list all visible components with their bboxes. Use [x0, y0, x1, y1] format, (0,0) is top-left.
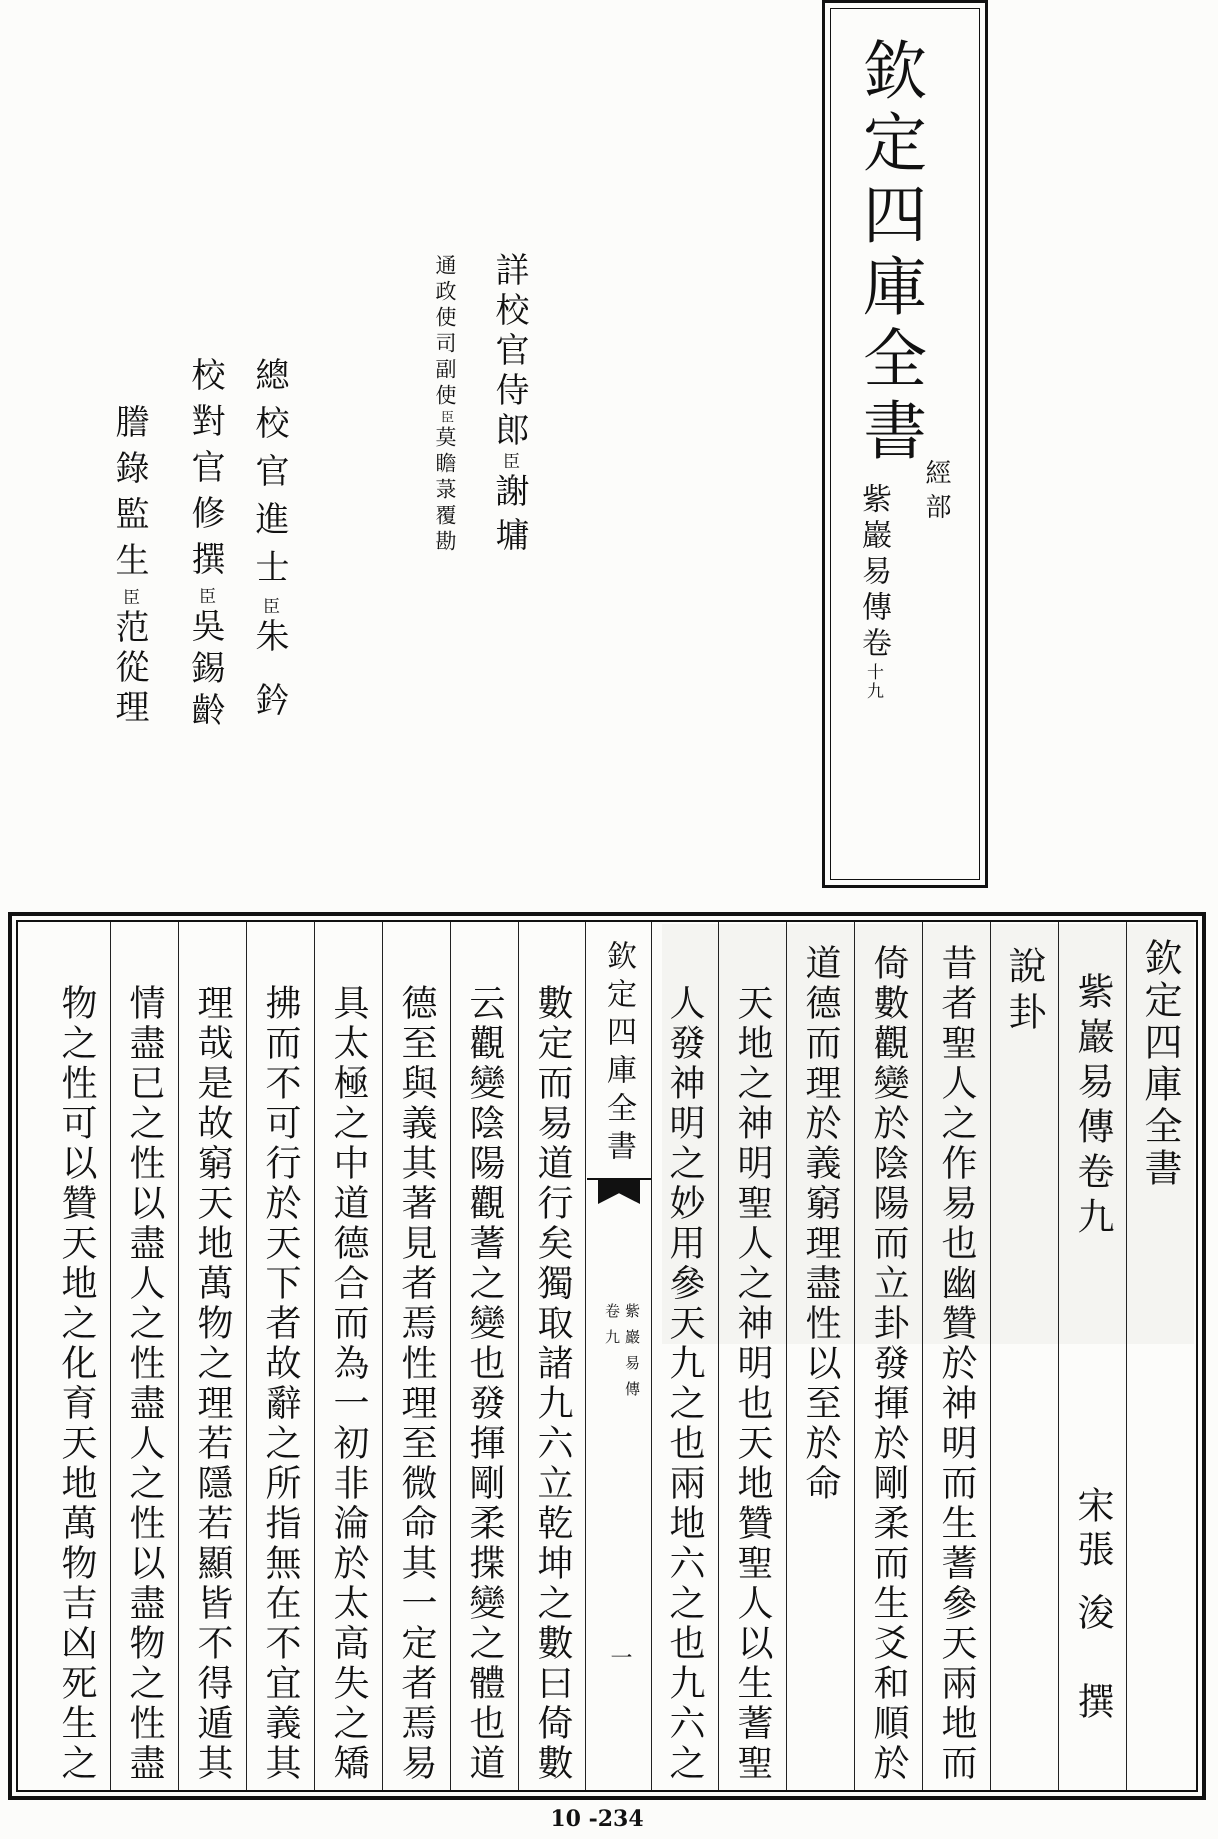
cover-title-plate: [822, 0, 988, 888]
credit-name: 吳錫齡: [185, 608, 225, 734]
column-rule: [990, 922, 991, 1790]
credit-chen: 臣: [499, 452, 519, 473]
credit-name: 范從理: [109, 609, 149, 729]
column-rule: [786, 922, 787, 1790]
author-name: 張浚: [1071, 1530, 1114, 1656]
center-column-book: [602, 1303, 642, 1407]
column-rule: [651, 922, 652, 1790]
credit-office: 通政使司副使: [433, 254, 457, 410]
column-rule: [1058, 922, 1059, 1790]
credit-line-chief-collator: [245, 357, 293, 746]
column-rule: [450, 922, 451, 1790]
credit-office: 校對官修撰: [185, 357, 225, 587]
main-text-line: 道德而理於義窮理盡性以至於命: [800, 944, 841, 1504]
credit-chen: 臣: [438, 410, 453, 426]
column-rule: [585, 922, 586, 1790]
commentary-line: 德至與義其著見者焉性理至微命其一定者焉易: [396, 984, 437, 1784]
column-rule: [854, 922, 855, 1790]
credit-line-reviewer: [430, 254, 460, 556]
main-text-line: 倚數觀變於陰陽而立卦發揮於剛柔而生爻和順於: [868, 944, 909, 1784]
cover-book-volume: 紫巖易傳卷: [856, 483, 891, 663]
column-rule: [1126, 922, 1127, 1790]
credit-name: 莫瞻菉: [433, 426, 457, 504]
credit-name: 朱鈐: [249, 618, 289, 746]
credit-office: 總校官進士: [249, 357, 289, 597]
cover-title: 欽定四庫全書: [852, 37, 926, 469]
credit-chen: 臣: [195, 587, 215, 608]
credit-chen: 臣: [119, 588, 139, 609]
cover-volume: [855, 483, 891, 701]
leaf-number: 一: [607, 1646, 632, 1668]
fish-tail-rule: [587, 1178, 651, 1180]
chapter-title: 說卦: [1002, 946, 1046, 1038]
column-rule: [382, 922, 383, 1790]
commentary-line: 人發神明之妙用參天九之也兩地六之也九六之: [664, 984, 705, 1784]
commentary-line: 云觀變陰陽觀蓍之變也發揮剛柔揲變之體也道: [464, 984, 505, 1784]
commentary-line: 具太極之中道德合而為一初非淪於太高失之矯: [328, 984, 369, 1784]
commentary-line: 情盡已之性以盡人之性盡人之性以盡物之性盡: [124, 984, 165, 1784]
center-column-title: 欽定四庫全書: [601, 940, 636, 1168]
author-suffix: 撰: [1071, 1682, 1114, 1723]
page-code: 10 -234: [550, 1806, 644, 1832]
column-rule: [314, 922, 315, 1790]
column-rule: [518, 922, 519, 1790]
column-rule: [718, 922, 719, 1790]
cover-volume-number: 十九: [863, 663, 883, 701]
column-rule: [922, 922, 923, 1790]
commentary-line: 拂而不可行於天下者故辭之所指無在不宜義其: [260, 984, 301, 1784]
credit-line-copyist: [105, 404, 153, 729]
main-text-line: 昔者聖人之作易也幽贊於神明而生蓍參天兩地而: [936, 944, 977, 1784]
leaf-header: 欽定四庫全書: [1138, 938, 1182, 1190]
book-title: 紫巖易傳卷九: [1071, 972, 1114, 1242]
credit-line-proofreader: [485, 252, 533, 561]
center-column-volume: 卷九: [603, 1303, 621, 1355]
author-dynasty: 宋: [1071, 1486, 1114, 1527]
column-rule: [246, 922, 247, 1790]
credit-office: 謄錄監生: [109, 404, 149, 588]
column-rule: [178, 922, 179, 1790]
text-leaf-frame: [8, 912, 1206, 1800]
credit-name: 謝墉: [489, 473, 529, 561]
cover-category: 經部: [921, 459, 951, 527]
commentary-line: 理哉是故窮天地萬物之理若隱若顯皆不得遁其: [192, 984, 233, 1784]
column-rule: [110, 922, 111, 1790]
commentary-line: 物之性可以贊天地之化育天地萬物吉凶死生之: [56, 984, 97, 1784]
credit-chen: 臣: [259, 597, 279, 618]
commentary-line: 天地之神明聖人之神明也天地贊聖人以生蓍聖: [732, 984, 773, 1784]
center-column-book-title: 紫巖易傳: [623, 1303, 641, 1407]
commentary-line: 數定而易道行矣獨取諸九六立乾坤之數曰倚數: [532, 984, 573, 1784]
credit-action: 覆勘: [433, 504, 457, 556]
credit-office: 詳校官侍郎: [489, 252, 529, 452]
credit-line-collator: [181, 357, 229, 734]
